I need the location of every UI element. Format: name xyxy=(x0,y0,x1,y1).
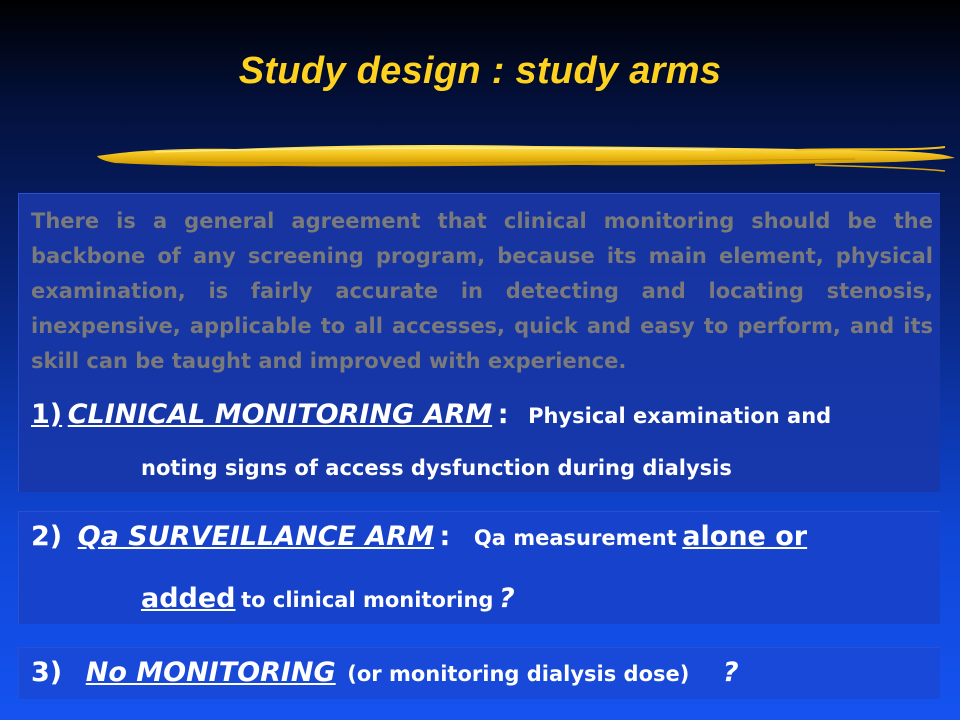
arm2-desc-part1: Qa measurement xyxy=(473,526,677,550)
qa-surveillance-box xyxy=(18,511,940,624)
arm2-desc-part2: to clinical monitoring xyxy=(241,588,494,612)
arm1-colon: : xyxy=(497,399,509,430)
arm2-emphasis2: added xyxy=(141,583,236,614)
slide-title: Study design : study arms xyxy=(238,50,722,92)
no-monitoring-box xyxy=(18,647,940,699)
intro-paragraph: There is a general agreement that clinical monitoring should be the backbone of any screening program, because its main element, physical examination, is fairly accurate in detecting and locating stenosis, inexpensive, applicable to all accesses, quick and easy to perform, and its skill can be taught and improved with experience. xyxy=(31,209,933,373)
arm2-name: Qa SURVEILLANCE ARM xyxy=(77,521,434,552)
arm1-desc-line2: noting signs of access dysfunction during dialysis xyxy=(141,456,732,480)
arm3-number: 3) xyxy=(31,657,63,688)
arm3-name: No MONITORING xyxy=(85,657,336,688)
arm1-desc-line1: Physical examination and xyxy=(528,404,832,428)
arm1-number: 1) xyxy=(31,399,63,430)
arm2-second-line xyxy=(141,583,515,614)
arm1-name: CLINICAL MONITORING ARM xyxy=(67,399,493,430)
arm3-question: ? xyxy=(722,657,739,688)
brush-stroke-divider xyxy=(95,138,957,178)
arm2-heading-line xyxy=(31,521,807,552)
clinical-monitoring-box xyxy=(18,193,940,492)
arm2-question: ? xyxy=(499,583,515,614)
arm3-line xyxy=(31,657,739,688)
arm2-number: 2) xyxy=(31,521,63,552)
arm1-heading-line xyxy=(31,399,831,430)
arm2-colon: : xyxy=(439,521,451,552)
arm3-desc: (or monitoring dialysis dose) xyxy=(347,662,690,686)
arm2-emphasis1: alone or xyxy=(682,521,808,552)
